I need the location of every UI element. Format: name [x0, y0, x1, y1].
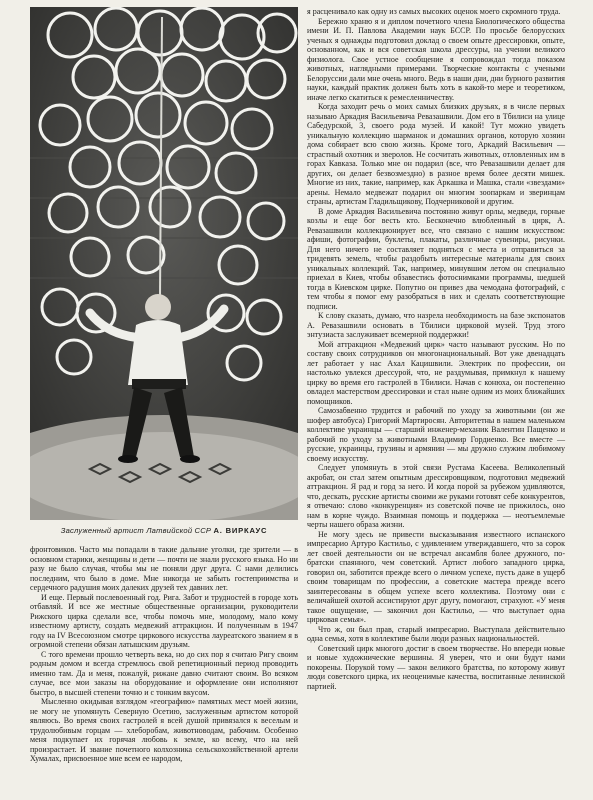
paragraph: С того времени прошло четверть века, но до сих пор я считаю Ригу своим родным домом и всегда стремлюсь свой репетиционный период проводить именно там. Да и меня, пожалуй, рижане давно считают своим. Во всяком случае, все мои заказы на оборудование и оформление они исполняют быстро, в высшей степени точно и с тонким вкусом.	[30, 649, 298, 697]
paragraph: Советский цирк многого достиг в своем творчестве. Но впереди новые и новые художнические вершины. Я уверен, что и они будут нами покорены. Порукой тому — закон великого братства, по которому живут люди советского цирка, их неоценимые качества, воспитанные ленинской партией.	[307, 643, 565, 691]
photo-illustration	[30, 7, 298, 520]
right-text-column	[307, 7, 565, 691]
paragraph: Мысленно окидывая взглядом «географию» памятных мест моей жизни, не могу не упомянуть Северную Осетию, заслуженным артистом которой являюсь. Во время своих гастролей я всей душой привязался к веселым и трудолюбивым горцам — хлеборобам, животноводам, рабочим. Особенно меня подкупает их горячая любовь к земле, ко всему, что на ней произрастает. И звание почетного колхозника сельскохозяйственной артели Хумалах, присвоенное мне всем ее народом,	[30, 697, 298, 763]
photo-caption	[30, 526, 298, 535]
paragraph: В доме Аркадия Васильевича постоянно живут орлы, медведи, горные козлы и еще бог весть кто. Бесконечно влюбленный в цирк, А. Ревазашвили коллекционирует все, что связано с нашим искусством: афиши, фотографии, буклеты, плакаты, различные сувениры, рисунки. Для него ничего не составляет подняться с места и отправиться за тридевять земель, чтобы раздобыть интересные материалы для своих уникальных коллекций. Так, например, минувшим летом он специально приехал в Киев, чтобы обзавестись фотоснимками программы, шедшей тогда в Киевском цирке. Попутно он привез два чемодана фотографий, с тем чтобы я помог ему разобраться в них и сделать соответствующие подписи.	[307, 206, 565, 311]
caption-artist-name: А. ВИРКАУС	[213, 526, 268, 535]
paragraph: Когда заходит речь о моих самых близких друзьях, я в числе первых называю Аркадия Васильевича Ревазашвили. Дом его в Тбилиси на улице Сабедурской, 3, своего рода музей. И какой! Тут можно увидеть уникальную коллекцию шарманок и домашних органов, которую хозяин дома собирает всю свою жизнь. Кроме того, Аркадий Васильевич — страстный охотник и зверолов. Не сосчитать животных, отловленных им в горах Кавказа. Только мне он подарил (все, что Ревазашвили делает для других, он делает безвозмездно) в разное время более десяти мишек. Многие из них, такие, например, как Аркашка и Машка, стали «звездами» арены. Немало медвежат подарил он многим зоопаркам и зверинцам страны, артистам Гладильщикову, Подчерниковой и другим.	[307, 102, 565, 206]
left-text-column	[30, 545, 298, 764]
paragraph: Бережно храню я и диплом почетного члена Биологического общества имени И. П. Павлова Академии наук БССР. По просьбе белорусских ученых я однажды подготовил доклад о своем опыте дрессировки, опыте, основанном, как и вся советская школа дрессуры, на учении великого физиолога. Свое устное сообщение я сопровождал тогда показом животных, наглядными примерами. Творческие контакты с учеными Белоруссии дали мне очень много. Ведь в наши дни, дни бурного развития науки, каждый практик должен быть хоть в какой-то мере и теоретиком, иначе легко скатиться к ремесленничеству.	[307, 16, 565, 102]
paragraph: я расценивало как одну из самых высоких оценок моего скромного труда.	[307, 7, 561, 16]
caption-text: Заслуженный артист Латвийской ССР	[60, 526, 212, 535]
paragraph: Мой аттракцион «Медвежий цирк» часто называют русским. Но по составу своих сотрудников он многонациональный. Вот уже двенадцать лет работает у нас Ахал Кацишвили. Электрик по профессии, он настолько увлекся дрессурой, что, не раздумывая, примкнул к нашему цирку во время его гастролей в Тбилиси. Начав с конюха, он постепенно овладел мастерством дрессировки и стал ныне одним из моих ближайших помощников.	[307, 339, 565, 406]
paragraph: Что ж, он был прав, старый импресарио. Выступала действительно одна семья, хотя в коллективе были люди разных национальностей.	[307, 624, 565, 643]
paragraph: Следует упомянуть в этой связи Рустама Касеева. Великолепный акробат, он стал затем опытным дрессировщиком, подготовил медвежий аттракцион. Я рад и горд за него. И когда порой за рубежом удивляются, что, дескать, русские артисты своими же руками готовят себе конкурентов, я отвечаю: слово «конкуренция» из советской почве не прижилось, оно нам в корне чуждо. Взаимная помощь и поддержка — неотъемлемые черты нашего образа жизни.	[307, 463, 565, 529]
photo-juggler-with-rings	[30, 7, 298, 520]
paragraph: Не могу здесь не привести высказывания известного испанского импресарио Артуро Кастильо, с удивлением утверждавшего, что за сорок лет своей деятельности он не встречал ансамбля более дружного, по-братски спаянного, чем советский. Артист любого западного цирка, говорил он, заботится прежде всего о личном успехе, пусть даже в ущерб своим товарищам по профессии, а советские мастера прежде всего заинтересованы в общем успехе всего коллектива. Поэтому они с величайшей охотой ассистируют друг другу, помогают, страхуют. «У меня такое ощущение, — закончил дон Кастильо, — что выступает одна цирковая семья».	[307, 529, 565, 624]
paragraph: И еще. Первый послевоенный год. Рига. Забот и трудностей в городе хоть отбавляй. И все же местные общественные организации, руководители Рижского цирка сделали все, чтобы помочь мне, молодому, мало кому известному артисту, создать медвежий аттракцион. И полученным в 1947 году на IV Всесоюзном смотре циркового искусства лауреатского званием я в огромной степени обязан латышским друзьям.	[30, 592, 298, 649]
paragraph: К слову сказать, думаю, что назрела необходимость на базе экспонатов А. Ревазашвили основать в Тбилиси цирковой музей. Труд этого энтузиаста заслуживает всемерной поддержки!	[307, 311, 565, 339]
paragraph: фронтовиков. Часто мы попадали в такие дальние уголки, где зрители — в основном старики, женщины и дети — почти не знали русского языка. Но ни разу не было случая, чтобы мы не поняли друг друга. С нами делились последним, что было в доме. Мне никогда не забыть гостеприимства и сердечного радушия моих далеких друзей тех давних лет.	[30, 545, 298, 592]
paragraph: Самозабвенно трудится и рабочий по уходу за животными (он же шофер автобуса) Григорий Мартиросян. Авторитетны в нашем маленьком коллективе украинцы — старший инженер-механик Валентин Пащенко и рабочий по уходу за животными Владимир Гордиенко. Все вместе — русские, украинцы, грузины и армянин — мы дружно служим любимому своему искусству.	[307, 406, 565, 463]
